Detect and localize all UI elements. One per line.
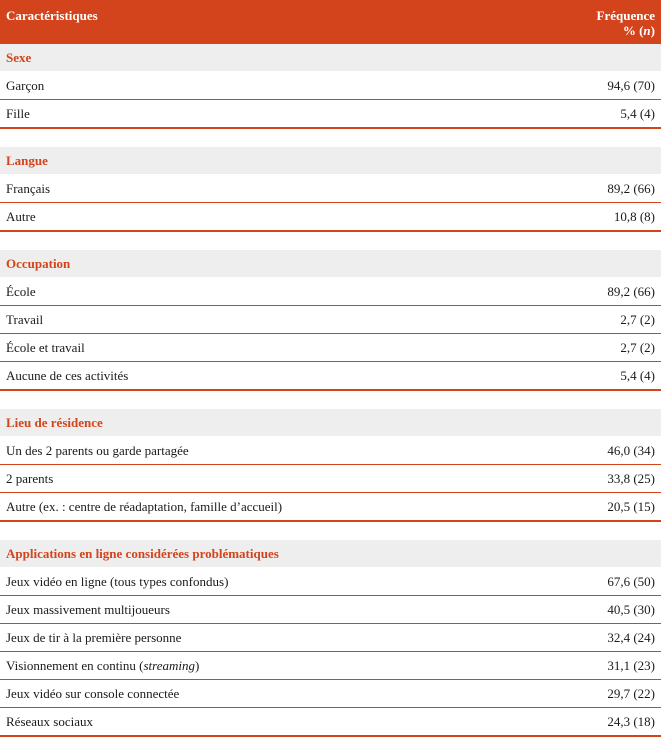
row-label: Jeux vidéo en ligne (tous types confondus) bbox=[6, 574, 229, 589]
row-value: 10,8 (8) bbox=[613, 209, 655, 224]
table-header bbox=[0, 0, 661, 44]
table-row bbox=[0, 437, 661, 465]
row-label: Réseaux sociaux bbox=[6, 714, 94, 729]
table-row bbox=[0, 175, 661, 203]
section-title: Lieu de résidence bbox=[0, 409, 661, 437]
header-frequency-line1: Fréquence bbox=[596, 8, 655, 23]
header-frequency-line2 bbox=[597, 23, 655, 38]
row-label: Français bbox=[6, 181, 51, 196]
row-label: Jeux massivement multijoueurs bbox=[6, 602, 170, 617]
table-row bbox=[0, 493, 661, 522]
table-row bbox=[0, 72, 661, 100]
table-row bbox=[0, 334, 661, 362]
row-label bbox=[6, 652, 199, 679]
table-row bbox=[0, 203, 661, 232]
section-title: Occupation bbox=[0, 250, 661, 278]
table-row bbox=[0, 465, 661, 493]
row-label: Jeux de tir à la première personne bbox=[6, 630, 182, 645]
table-row bbox=[0, 362, 661, 391]
section-title: Applications en ligne considérées problématiques bbox=[0, 540, 661, 568]
table-row bbox=[0, 708, 661, 737]
row-label: École bbox=[6, 284, 36, 299]
row-value: 31,1 (23) bbox=[607, 658, 655, 673]
section-title: Langue bbox=[0, 147, 661, 175]
table-row bbox=[0, 306, 661, 334]
row-label-italic: streaming bbox=[143, 658, 196, 673]
row-label-suffix: ) bbox=[195, 658, 200, 673]
table-row bbox=[0, 568, 661, 596]
row-label: Autre (ex. : centre de réadaptation, famille d’accueil) bbox=[6, 499, 283, 514]
row-value: 2,7 (2) bbox=[620, 312, 655, 327]
table-row bbox=[0, 680, 661, 708]
header-frequency bbox=[597, 8, 655, 38]
header-frequency-prefix: % ( bbox=[622, 23, 644, 38]
row-label: Autre bbox=[6, 209, 36, 224]
table-row bbox=[0, 100, 661, 129]
row-label: Aucune de ces activités bbox=[6, 368, 129, 383]
row-value: 2,7 (2) bbox=[620, 340, 655, 355]
row-value: 5,4 (4) bbox=[620, 368, 655, 383]
header-characteristics: Caractéristiques bbox=[6, 8, 98, 23]
row-label: École et travail bbox=[6, 340, 85, 355]
row-value: 89,2 (66) bbox=[607, 284, 655, 299]
row-value: 20,5 (15) bbox=[607, 499, 655, 514]
row-value: 5,4 (4) bbox=[620, 106, 655, 121]
row-label: 2 parents bbox=[6, 471, 54, 486]
table-row bbox=[0, 596, 661, 624]
table-row bbox=[0, 624, 661, 652]
header-frequency-suffix: ) bbox=[650, 23, 655, 38]
row-value: 29,7 (22) bbox=[607, 686, 655, 701]
row-label-prefix: Visionnement en continu ( bbox=[6, 658, 144, 673]
row-label: Un des 2 parents ou garde partagée bbox=[6, 443, 189, 458]
row-value: 24,3 (18) bbox=[607, 714, 655, 729]
table-row bbox=[0, 278, 661, 306]
row-value: 46,0 (34) bbox=[607, 443, 655, 458]
row-value: 94,6 (70) bbox=[607, 78, 655, 93]
row-value: 32,4 (24) bbox=[607, 630, 655, 645]
header-frequency-n: n bbox=[643, 23, 651, 38]
row-label: Travail bbox=[6, 312, 44, 327]
row-value: 89,2 (66) bbox=[607, 181, 655, 196]
row-label: Jeux vidéo sur console connectée bbox=[6, 686, 180, 701]
row-label: Garçon bbox=[6, 78, 45, 93]
row-value: 33,8 (25) bbox=[607, 471, 655, 486]
row-value: 67,6 (50) bbox=[607, 574, 655, 589]
row-label: Fille bbox=[6, 106, 30, 121]
row-value: 40,5 (30) bbox=[607, 602, 655, 617]
section-title: Sexe bbox=[0, 44, 661, 72]
table-row bbox=[0, 652, 661, 680]
